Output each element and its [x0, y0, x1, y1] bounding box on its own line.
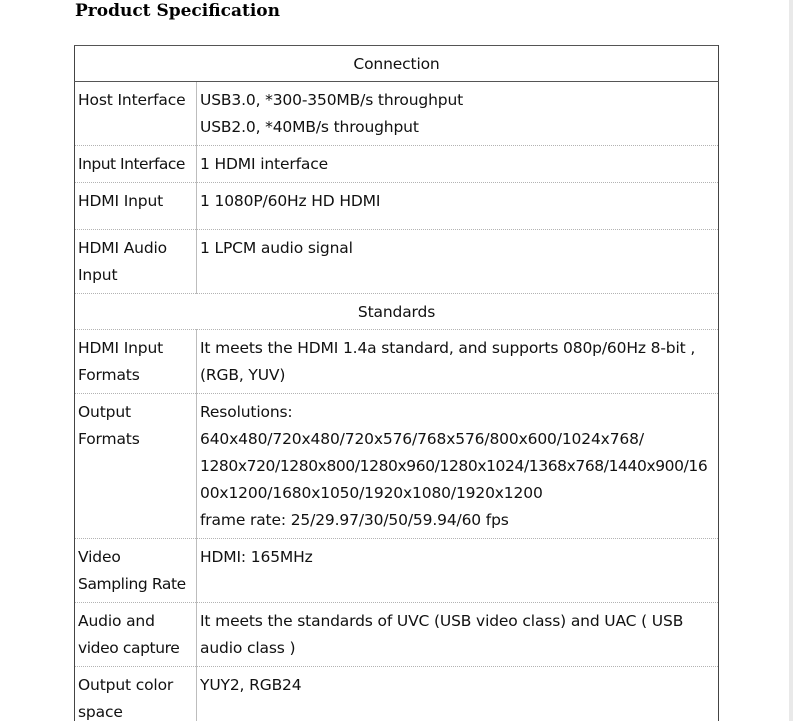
spec-value-line: 00x1200/1680x1050/1920x1080/1920x1200 — [200, 484, 543, 502]
table-row — [75, 230, 719, 294]
section-header-connection: Connection — [75, 46, 719, 82]
spec-value-line: It meets the standards of UVC (USB video class) and UAC ( USB — [200, 612, 684, 630]
section-header-standards: Standards — [75, 294, 719, 330]
spec-value-input-interface — [197, 146, 719, 183]
spec-value-line: Resolutions: — [200, 403, 293, 421]
spec-label-audio-video-capture — [75, 603, 197, 667]
spec-label-line: HDMI Input — [78, 339, 164, 357]
spec-label-line: video capture — [78, 639, 180, 657]
spec-label-host-interface: Host Interface — [75, 82, 197, 146]
section-row-standards — [75, 294, 719, 330]
specification-table — [74, 45, 719, 721]
spec-label-line: HDMI Audio — [78, 239, 168, 257]
spec-label-line: Input — [78, 266, 118, 284]
spec-label-line: space — [78, 703, 123, 721]
spec-label-input-interface: Input Interface — [75, 146, 197, 183]
spec-value-line: It meets the HDMI 1.4a standard, and supports 080p/60Hz 8-bit , — [200, 339, 696, 357]
spec-label-hdmi-input-formats — [75, 330, 197, 394]
spec-value-line: 1280x720/1280x800/1280x960/1280x1024/1368x768/1440x900/16 — [200, 457, 708, 475]
table-row — [75, 394, 719, 539]
spec-value-line: 1 HDMI interface — [200, 155, 328, 173]
table-row — [75, 330, 719, 394]
table-row — [75, 146, 719, 183]
page-edge-divider — [789, 0, 793, 721]
spec-value-line: HDMI: 165MHz — [200, 548, 313, 566]
spec-value-output-color-space — [197, 667, 719, 721]
spec-value-host-interface — [197, 82, 719, 146]
spec-label-line: Video — [78, 548, 121, 566]
table-row — [75, 183, 719, 230]
spec-value-line: YUY2, RGB24 — [200, 676, 302, 694]
table-row — [75, 603, 719, 667]
spec-value-audio-video-capture — [197, 603, 719, 667]
spec-label-hdmi-audio-input — [75, 230, 197, 294]
spec-value-line: 1 1080P/60Hz HD HDMI — [200, 192, 381, 210]
spec-value-hdmi-input — [197, 183, 719, 230]
spec-value-hdmi-input-formats — [197, 330, 719, 394]
spec-value-line: USB3.0, *300-350MB/s throughput — [200, 91, 464, 109]
spec-label-line: Sampling Rate — [78, 575, 186, 593]
spec-label-output-color-space — [75, 667, 197, 721]
spec-label-video-sampling-rate — [75, 539, 197, 603]
spec-label-line: Formats — [78, 430, 140, 448]
spec-label-line: Audio and — [78, 612, 155, 630]
spec-label-line: Output — [78, 403, 131, 421]
table-row — [75, 82, 719, 146]
spec-value-line: USB2.0, *40MB/s throughput — [200, 118, 419, 136]
spec-value-line: 640x480/720x480/720x576/768x576/800x600/1024x768/ — [200, 430, 644, 448]
spec-value-hdmi-audio-input — [197, 230, 719, 294]
table-row — [75, 667, 719, 721]
spec-label-output-formats — [75, 394, 197, 539]
spec-value-line: audio class ) — [200, 639, 296, 657]
spec-label-hdmi-input: HDMI Input — [75, 183, 197, 230]
table-row — [75, 539, 719, 603]
section-row-connection — [75, 46, 719, 82]
spec-value-line: frame rate: 25/29.97/30/50/59.94/60 fps — [200, 511, 509, 529]
spec-label-line: Output color — [78, 676, 174, 694]
spec-value-line: 1 LPCM audio signal — [200, 239, 353, 257]
spec-label-line: Formats — [78, 366, 140, 384]
spec-value-output-formats — [197, 394, 719, 539]
spec-value-video-sampling-rate — [197, 539, 719, 603]
spec-value-line: (RGB, YUV) — [200, 366, 286, 384]
page-title: Product Specification — [75, 1, 280, 21]
